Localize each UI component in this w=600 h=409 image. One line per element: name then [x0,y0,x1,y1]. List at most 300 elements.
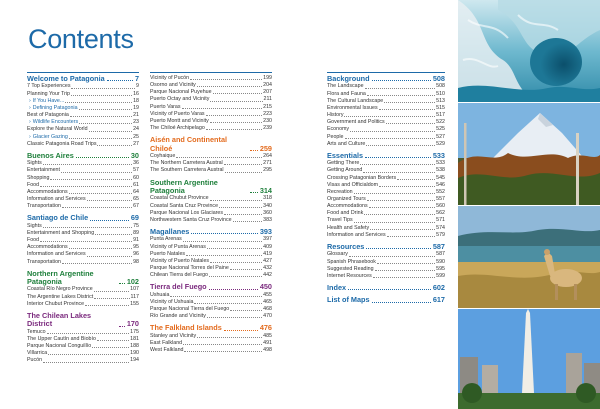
section-heading[interactable] [150,179,272,196]
toc-entry-page-number: 560 [436,203,445,210]
toc-entry[interactable] [327,210,445,217]
toc-entry-page-number: 517 [436,112,445,119]
toc-entry-label: Flora and Fauna [327,90,366,97]
dot-leader [87,200,133,201]
toc-entry[interactable] [327,105,445,112]
section-heading[interactable] [150,283,272,291]
toc-entry[interactable] [150,203,272,210]
dot-leader [197,337,262,338]
toc-entry[interactable] [27,286,139,293]
dot-leader [79,123,132,124]
toc-entry-label: Shopping [27,174,50,181]
toc-entry-label: Economy [327,126,350,133]
section-heading[interactable] [150,228,272,236]
dot-leader [43,164,132,165]
toc-entry-label: Puerto Natales [150,250,186,257]
toc-entry-page-number: 24 [133,126,139,133]
dot-leader [62,207,132,208]
toc-entry-label: › If You Have... [27,98,64,105]
toc-entry-label: Northwestern Santa Cruz Province [150,216,232,223]
toc-entry-page-number: 16 [133,90,139,97]
dot-leader [94,298,129,299]
toc-entry-label: Accommodations [27,188,68,195]
toc-entry-page-number: 468 [263,306,272,313]
dot-leader [209,276,262,277]
toc-entry[interactable] [27,175,139,182]
dot-leader [375,270,436,271]
toc-entry[interactable] [27,112,139,119]
toc-entry[interactable] [27,105,139,112]
dot-leader [183,241,262,242]
toc-entry-label: Sights [27,160,42,167]
dot-leader [184,351,262,352]
toc-entry-page-number: 89 [133,229,139,236]
toc-entry[interactable] [27,350,139,357]
toc-entry[interactable] [150,244,272,251]
section-heading[interactable] [150,324,272,332]
section-heading[interactable] [327,75,445,83]
toc-entry-page-number: 409 [263,243,272,250]
toc-entry-label: Travel Tips [327,217,353,224]
toc-entry[interactable] [327,160,445,167]
toc-entry[interactable] [150,265,272,272]
toc-entry[interactable] [150,125,272,132]
toc-entry[interactable] [150,160,272,167]
toc-entry-label: Transportation [27,203,61,210]
section-heading[interactable] [150,136,272,153]
dot-leader [176,157,262,158]
toc-entry-page-number: 545 [436,174,445,181]
section-page-number: 617 [432,295,445,305]
toc-column-2 [150,72,272,358]
dot-leader [344,116,435,117]
section-heading[interactable] [27,312,139,329]
toc-entry-label: Glossary [327,251,348,258]
toc-entry-label: Puerto Montt and Vicinity [150,117,209,124]
toc-entry-page-number: 397 [263,236,272,243]
toc-entry-page-number: 427 [263,257,272,264]
toc-entry-page-number: 199 [263,75,272,81]
toc-section-northern-argentine-patagonia [27,270,139,308]
toc-entry-label: Visas and Officialdom [327,181,379,188]
toc-entry-label: Entertainment [27,167,60,174]
toc-entry[interactable] [327,189,445,196]
dot-leader [225,172,263,173]
toc-entry-list [327,251,445,280]
toc-entry-label: The Cultural Landscape [327,97,384,104]
toc-entry-label: Transportation [27,258,61,265]
toc-entry[interactable] [150,313,272,320]
dot-leader [365,88,436,89]
section-page-number: 102 [126,277,139,287]
toc-entry-label: Parque Nacional Puyehue [150,89,212,96]
toc-section-list-of-maps [327,296,445,304]
section-heading[interactable] [327,243,445,251]
toc-entry[interactable] [150,292,272,299]
section-title: The Falkland Islands [150,323,222,333]
dot-leader [182,108,263,109]
toc-entry-page-number: 271 [263,160,272,167]
toc-entry-page-number: 442 [263,272,272,279]
dot-leader [350,131,435,132]
toc-entry-label: Information and Services [27,196,86,202]
section-title: Index [327,282,347,292]
toc-entry-page-number: 525 [436,126,445,133]
toc-entry[interactable] [150,167,272,174]
toc-entry[interactable] [150,236,272,243]
toc-entry[interactable] [327,266,445,273]
page-title: Contents [28,24,134,54]
dot-leader [210,101,262,102]
toc-entry-label: Chilean Tierra del Fuego [150,272,209,279]
toc-entry-label: Villarrica [27,350,48,357]
toc-entry[interactable] [150,96,272,103]
toc-entry[interactable] [27,357,139,364]
section-heading[interactable] [27,75,139,83]
toc-entry-page-number: 513 [436,97,445,104]
toc-entry[interactable] [27,294,139,301]
section-heading[interactable] [327,152,445,160]
toc-entry-page-number: 117 [130,293,139,300]
toc-entry[interactable] [27,160,139,167]
toc-entry-page-number: 508 [436,83,445,90]
toc-entry[interactable] [327,259,445,266]
toc-entry-page-number: 485 [263,332,272,339]
dot-leader [207,248,262,249]
toc-entry-label: Accommodations [327,203,368,210]
section-heading[interactable] [327,284,445,292]
dot-leader [397,179,435,180]
toc-entry-label: Puerto Octay and Vicinity [150,96,210,103]
toc-entry[interactable] [27,126,139,133]
toc-entry-label: Parque Nacional Torres del Paine [150,265,229,271]
toc-entry[interactable] [27,203,139,210]
toc-entry[interactable] [150,82,272,89]
toc-entry-label: Vicinity of Punta Arenas [150,243,206,250]
toc-entry-label: The Landscape [327,83,364,90]
toc-section-essentials [327,152,445,239]
toc-entry[interactable] [27,196,139,203]
toc-entry[interactable] [327,175,445,182]
dot-leader [206,115,263,116]
dot-leader [119,283,125,284]
section-page-number: 508 [432,74,445,83]
section-page-number: 602 [432,282,445,292]
toc-entry-page-number: 211 [263,96,272,103]
toc-entry[interactable] [150,347,272,354]
toc-entry-label: East Falkland [150,339,183,346]
toc-entry[interactable] [327,119,445,126]
toc-entry-label: Osorno and Vicinity [150,82,196,89]
toc-entry-label: Crossing Patagonian Borders [327,174,397,181]
toc-entry-page-number: 557 [436,196,445,202]
toc-entry[interactable] [327,141,445,148]
toc-entry-page-number: 383 [263,216,272,223]
dot-leader [40,186,132,187]
toc-entry-page-number: 590 [436,258,445,265]
toc-entry-label: Best of Patagonia [27,112,69,119]
toc-entry-label: Puerto Varas [150,103,181,110]
section-page-number: 393 [259,226,272,236]
toc-entry-label: Food [27,181,40,188]
toc-entry[interactable] [327,126,445,133]
toc-entry[interactable] [27,259,139,266]
toc-entry-page-number: 552 [436,188,445,195]
toc-section-southern-argentine-patagonia [150,179,272,224]
section-page-number: 30 [130,150,139,160]
toc-entry[interactable] [150,195,272,202]
toc-entry-label: Internet Resources [327,272,372,279]
dot-leader [43,227,132,228]
toc-entry[interactable] [27,91,139,98]
section-title: Aisén and Continental Chiloé [150,135,228,153]
toc-section-tierra-del-fuego [150,283,272,320]
toc-entry[interactable] [327,182,445,189]
toc-entry[interactable] [327,196,445,203]
dot-leader [387,236,436,237]
obelisk-city-photo [458,309,600,409]
toc-entry-page-number: 175 [130,328,139,335]
toc-entry-label: Food [27,237,40,244]
toc-entry-label: The Argentine Lakes District [27,293,94,300]
toc-entry[interactable] [150,258,272,265]
toc-entry-list [150,236,272,279]
toc-entry-list [27,160,139,210]
toc-entry[interactable] [27,251,139,258]
toc-entry-page-number: 95 [133,244,139,251]
toc-entry[interactable] [150,217,272,224]
toc-entry[interactable] [27,237,139,244]
section-heading[interactable] [327,296,445,304]
dot-leader [367,200,435,201]
toc-entry-label: Information and Services [27,251,86,258]
section-page-number: 450 [259,282,272,292]
dot-leader [210,122,262,123]
toc-entry[interactable] [150,75,272,82]
toc-entry-label: Government and Politics [327,119,385,126]
section-title: Southern Argentine Patagonia [150,177,218,195]
toc-entry[interactable] [150,118,272,125]
toc-entry[interactable] [27,98,139,105]
dot-leader [372,302,431,303]
toc-entry[interactable] [27,230,139,237]
toc-entry[interactable] [27,167,139,174]
toc-entry-page-number: 455 [263,291,272,298]
toc-entry-label: Coastal Río Negro Province [27,286,93,293]
toc-entry[interactable] [27,189,139,196]
toc-entry-page-number: 9 [136,83,139,90]
toc-entry[interactable] [150,111,272,118]
toc-entry[interactable] [150,272,272,279]
dot-leader [107,80,133,81]
dot-leader [89,131,133,132]
toc-entry[interactable] [27,119,139,126]
dot-leader [386,123,435,124]
dot-leader [69,193,132,194]
section-page-number: 533 [432,150,445,160]
section-heading[interactable] [27,152,139,160]
toc-entry-page-number: 538 [436,167,445,174]
toc-entry-page-number: 318 [263,195,272,202]
dot-leader [65,102,132,103]
toc-entry-page-number: 340 [263,202,272,209]
toc-section-the-chilean-lakes-district [27,312,139,365]
section-title: Buenos Aires [27,150,74,160]
toc-entry[interactable] [327,225,445,232]
toc-entry[interactable] [27,141,139,148]
toc-entry[interactable] [327,134,445,141]
section-heading[interactable] [27,270,139,287]
dot-leader [366,248,430,249]
toc-entry[interactable] [327,203,445,210]
toc-entry-page-number: 587 [436,251,445,258]
dot-leader [69,138,132,139]
toc-entry[interactable] [150,340,272,347]
toc-entry-list [150,333,272,354]
toc-entry-page-number: 595 [436,265,445,272]
toc-entry-page-number: 36 [133,160,139,167]
toc-entry[interactable] [27,336,139,343]
dot-leader [209,289,258,290]
dot-leader [250,192,258,193]
dot-leader [363,172,435,173]
toc-entry-label: Accommodations [27,244,68,251]
toc-entry[interactable] [327,217,445,224]
toc-entry[interactable] [27,223,139,230]
toc-section-ais-n-and-continental-chilo [150,136,272,174]
dot-leader [373,277,435,278]
toc-entry[interactable] [27,343,139,350]
toc-entry-page-number: 18 [133,97,139,104]
dot-leader [70,116,132,117]
toc-entry-page-number: 360 [263,209,272,216]
toc-entry-page-number: 533 [436,160,445,167]
toc-entry[interactable] [327,273,445,280]
section-title: Magallanes [150,226,190,236]
dot-leader [190,79,262,80]
dot-leader [97,340,129,341]
marble-caves-photo [458,0,600,102]
toc-entry[interactable] [27,134,139,141]
toc-section-untitled [150,75,272,132]
toc-entry[interactable] [150,89,272,96]
section-page-number: 7 [134,74,139,83]
toc-entry[interactable] [327,251,445,258]
section-title: Background [327,74,370,83]
toc-entry-list [150,75,272,132]
dot-leader [379,109,436,110]
toc-entry-page-number: 188 [130,343,139,350]
dot-leader [47,333,130,334]
dot-leader [92,347,129,348]
toc-section-index [327,284,445,292]
toc-entry-page-number: 19 [133,104,139,111]
toc-entry-page-number: 470 [263,313,272,320]
dot-leader [85,305,129,306]
toc-entry[interactable] [150,333,272,340]
toc-entry-label: Punta Arenas [150,236,182,243]
toc-entry-page-number: 562 [436,210,445,217]
toc-entry-page-number: 61 [133,181,139,188]
toc-entry-list [327,160,445,239]
section-title: List of Maps [327,295,370,305]
toc-entry[interactable] [150,104,272,111]
toc-entry[interactable] [150,153,272,160]
dot-leader [354,222,435,223]
toc-entry-label: Spanish Phrasebook [327,258,376,265]
dot-leader [71,88,135,89]
toc-entry[interactable] [327,98,445,105]
toc-entry[interactable] [27,329,139,336]
toc-entry-page-number: 498 [263,347,272,354]
toc-entry-page-number: 295 [263,167,272,174]
toc-entry-page-number: 75 [133,222,139,229]
toc-entry-label: › Defining Patagonia [27,105,78,112]
dot-leader [230,310,262,311]
toc-section-magallanes [150,228,272,279]
toc-entry[interactable] [150,306,272,313]
toc-entry-page-number: 60 [133,174,139,181]
toc-entry[interactable] [27,301,139,308]
toc-entry[interactable] [27,182,139,189]
dot-leader [90,220,129,221]
toc-entry-label: Vicinity of Puerto Natales [150,257,210,264]
dot-leader [71,95,132,96]
section-heading[interactable] [27,214,139,222]
dot-leader [354,193,436,194]
toc-section-welcome-to-patagonia [27,75,139,148]
dot-leader [43,362,129,363]
toc-entry-page-number: 57 [133,167,139,174]
toc-entry[interactable] [327,232,445,239]
toc-entry[interactable] [27,83,139,90]
toc-entry[interactable] [327,112,445,119]
toc-entry-label: Health and Safety [327,224,370,231]
toc-entry[interactable] [27,244,139,251]
toc-entry[interactable] [150,251,272,258]
dot-leader [379,186,435,187]
dot-leader [384,102,435,103]
toc-entry-label: Entertainment and Shopping [27,229,95,236]
toc-entry-list [150,292,272,321]
section-title: Tierra del Fuego [150,282,207,292]
dot-leader [183,344,262,345]
toc-entry-list [27,286,139,307]
dot-leader [210,262,262,263]
toc-entry-label: Suggested Reading [327,265,374,272]
dot-leader [233,221,263,222]
toc-entry-label: Planning Your Trip [27,90,70,97]
toc-entry-page-number: 419 [263,250,272,257]
toc-entry-page-number: 67 [133,203,139,210]
dot-leader [364,214,435,215]
section-title: The Chilean Lakes District [27,310,92,329]
toc-entry[interactable] [150,210,272,217]
toc-entry-page-number: 465 [263,298,272,305]
dot-leader [50,179,132,180]
dot-leader [76,157,129,158]
toc-entry[interactable] [327,83,445,90]
dot-leader [40,241,132,242]
toc-entry[interactable] [327,167,445,174]
toc-entry-page-number: 190 [130,350,139,357]
section-page-number: 314 [259,185,272,195]
toc-entry[interactable] [150,299,272,306]
toc-entry[interactable] [327,91,445,98]
dot-leader [372,80,431,81]
section-page-number: 259 [259,143,272,153]
toc-entry-page-number: 98 [133,258,139,265]
